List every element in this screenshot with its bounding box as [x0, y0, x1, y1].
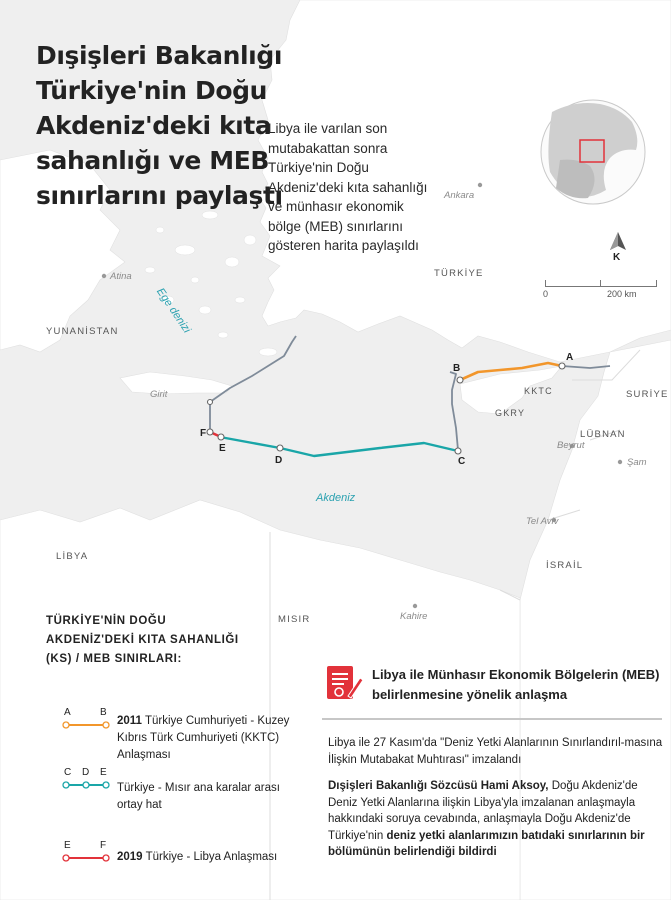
scale-bar [545, 280, 657, 304]
point-c-marker [455, 448, 461, 454]
scale-end: 200 km [607, 289, 637, 299]
point-f-label: F [200, 428, 207, 439]
city-atina: Atina [110, 271, 132, 282]
legend-letter: C [64, 767, 72, 778]
legend-title: TÜRKİYE'NİN DOĞU AKDENİZ'DEKİ KITA SAHANLIĞI (KS) / MEB SINIRLARI: [46, 615, 239, 665]
vertex-marker [208, 400, 213, 405]
legend-letter: D [82, 767, 90, 778]
label-libya: LİBYA [56, 551, 89, 562]
point-d-label: D [275, 455, 283, 466]
label-yunanistan: YUNANİSTAN [46, 326, 119, 337]
page-title: Dışişleri Bakanlığı Türkiye'nin Doğu Akdeniz'deki kıta sahanlığı ve MEB sınırlarını paylaştı [36, 41, 283, 210]
point-d-marker [277, 445, 283, 451]
sea-ege: Ege denizi [154, 286, 193, 336]
legend-letter: F [100, 840, 107, 851]
compass-label: K [613, 252, 621, 263]
point-c-label: C [458, 456, 466, 467]
label-suriye: SURİYE [626, 389, 669, 400]
compass [603, 230, 633, 268]
info-divider [322, 718, 662, 720]
info-paragraph-2: Dışişleri Bakanlığı Sözcüsü Hami Aksoy, Doğu Akdeniz'de Deniz Yetki Alanlarına ilişkin Libya'yla imzalanan anlaşmayla hakkındaki soruya cevabında, anlaşmayla Doğu Akdeniz'de Türkiye'nin deniz yetki alanlarımızın batıdaki sınırlarının bir bölümünün belirlendiği bildirdi [328, 780, 645, 858]
label-israil: İSRAİL [546, 560, 584, 571]
sea-akdeniz: Akdeniz [316, 492, 356, 504]
point-b-marker [457, 377, 463, 383]
legend-line-teal [62, 780, 112, 790]
legend-letter: A [64, 707, 71, 718]
info-paragraph-1: Libya ile 27 Kasım'da "Deniz Yetki Alanlarının Sınırlandırıl-masına İlişkin Mutabakat Muhtırası" imzalandı [328, 737, 663, 766]
document-icon [324, 664, 364, 704]
subtitle: Libya ile varılan son mutabakattan sonra Türkiye'nin Doğu Akdeniz'deki kıta sahanlığı ve münhasır ekonomik bölge (MEB) sınırlarını gösteren harita paylaşıldı [268, 121, 428, 253]
point-f-marker [207, 429, 213, 435]
point-a-label: A [566, 352, 574, 363]
city-girit: Girit [150, 389, 168, 400]
info-heading: Libya ile Münhasır Ekonomik Bölgelerin (MEB) belirlenmesine yönelik anlaşma [372, 667, 660, 702]
point-e-label: E [219, 443, 226, 454]
point-e-marker [218, 434, 224, 440]
label-misir: MISIR [278, 614, 311, 625]
legend-text-ef: 2019 Türkiye - Libya Anlaşması [117, 851, 278, 863]
label-turkiye: TÜRKİYE [434, 268, 484, 279]
label-kktc: KKTC [524, 386, 553, 396]
point-a-marker [559, 363, 565, 369]
legend-line-orange [62, 720, 112, 730]
legend-letter: E [100, 767, 107, 778]
legend-text-cde: Türkiye - Mısır ana karalar arası ortay hat [117, 782, 280, 811]
locator-globe [541, 100, 645, 204]
legend-letter: E [64, 840, 71, 851]
legend-text-ab: 2011 Türkiye Cumhuriyeti - Kuzey Kıbrıs Türk Cumhuriyeti (KKTC) Anlaşması [117, 715, 290, 761]
label-lubnan: LÜBNAN [580, 429, 626, 440]
legend-line-red [62, 853, 112, 863]
city-tel-aviv: Tel Aviv [526, 516, 559, 527]
city-kahire: Kahire [400, 611, 428, 622]
legend-letter: B [100, 707, 107, 718]
city-sam: Şam [627, 457, 647, 468]
scale-start: 0 [543, 289, 549, 299]
point-b-label: B [453, 363, 461, 374]
city-beyrut: Beyrut [557, 440, 585, 451]
city-ankara: Ankara [444, 190, 475, 201]
label-gkry: GKRY [495, 408, 526, 418]
